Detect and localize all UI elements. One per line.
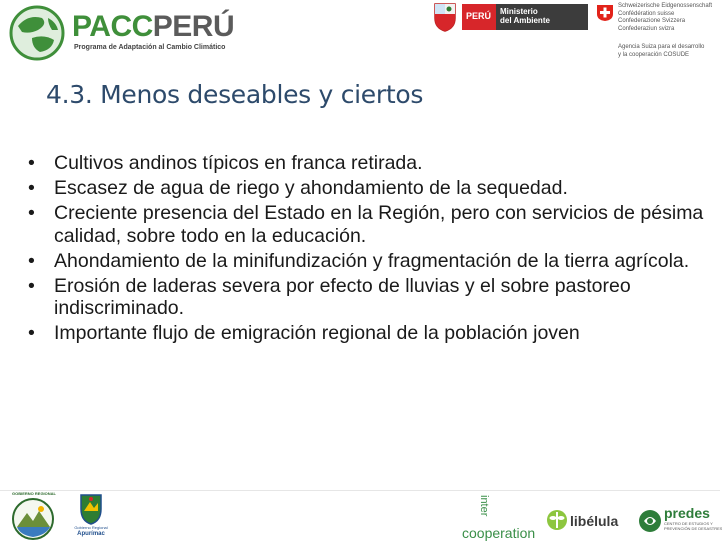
pacc-globe-icon (8, 4, 66, 62)
predes-word: predes (664, 505, 710, 521)
libelula-dragonfly-icon (546, 509, 568, 531)
bullet-text: Ahondamiento de la minifundización y fragmentación de la tierra agrícola. (54, 249, 690, 272)
predes-logo (638, 505, 722, 539)
bullet-marker: • (28, 152, 35, 174)
intercooperation-logo (462, 495, 544, 539)
bullet-text: Importante flujo de emigración regional de la población joven (54, 322, 580, 344)
minam-line2: del Ambiente (500, 16, 550, 25)
intercooperation-word: cooperation (462, 525, 536, 541)
swiss-cooperation-logo (596, 2, 716, 70)
pacc-tagline: Programa de Adaptación al Cambio Climático (74, 44, 226, 51)
minam-name (500, 7, 550, 25)
bullet-marker: • (28, 322, 35, 344)
libelula-word: libélula (570, 513, 619, 529)
mountain-seal-icon (8, 495, 58, 541)
bullet-text: Erosión de laderas severa por efecto de lluvias y el sobre pastoreo indiscriminado. (54, 274, 631, 319)
bullet-marker: • (28, 274, 35, 297)
swiss-lang-rm: Confederaziun svizra (618, 25, 675, 32)
swiss-flag-icon (596, 4, 614, 22)
bullet-text: Creciente presencia del Estado en la Región, pero con servicios de pésima calidad, sobre todo en la educación. (54, 202, 704, 247)
pacc-word: PACC (72, 10, 153, 43)
bullet-marker: • (28, 249, 35, 272)
peru-coat-of-arms-icon (432, 2, 458, 32)
bullet-item (28, 322, 712, 345)
minam-country: PERÚ (466, 11, 492, 21)
partner-logos-footer (0, 491, 720, 540)
minam-red-block (462, 4, 496, 30)
bullet-marker: • (28, 177, 35, 199)
swiss-lang-fr: Confédération suisse (618, 10, 675, 17)
bullet-list (28, 152, 712, 347)
predes-sub-line1: CENTRO DE ESTUDIOS Y (664, 521, 713, 526)
pacc-wordmark (72, 12, 234, 42)
apurimac-sub: Gobierno Regional (74, 525, 108, 530)
minam-logo (432, 2, 592, 34)
seal-caption: GOBIERNO REGIONAL (12, 491, 57, 496)
cosude-line1: Agencia Suiza para el desarrollo (618, 44, 705, 50)
slide-header (0, 0, 720, 70)
libelula-logo (546, 509, 624, 535)
inter-vertical-text (472, 495, 490, 525)
inter-vertical-word: inter (478, 495, 490, 517)
predes-sub-line2: PREVENCIÓN DE DESASTRES (664, 526, 722, 531)
slide-title: 4.3. Menos deseables y ciertos (46, 80, 424, 109)
minam-banner (462, 4, 588, 30)
swiss-lang-de: Schweizerische Eidgenossenschaft (618, 3, 713, 9)
apurimac-shield-icon (66, 493, 116, 525)
bullet-marker: • (28, 202, 35, 224)
apurimac-name: Apurímac (77, 531, 105, 537)
bullet-item (28, 250, 712, 273)
minam-grey-block (496, 4, 588, 30)
apurimac-logo (66, 493, 116, 540)
minam-line1: Ministerio (500, 7, 538, 16)
bullet-item (28, 202, 712, 247)
peru-word: PERÚ (152, 10, 235, 43)
cosude-agency (618, 44, 704, 59)
swiss-languages (618, 3, 712, 33)
swiss-lang-it: Confederazione Svizzera (618, 18, 686, 24)
predes-subtitle (664, 521, 722, 531)
pacc-peru-logo (8, 4, 308, 60)
regional-seal-logo (8, 495, 58, 541)
bullet-item (28, 275, 712, 320)
bullet-text: Escasez de agua de riego y ahondamiento de la sequedad. (54, 177, 568, 199)
bullet-item (28, 152, 712, 175)
bullet-text: Cultivos andinos típicos en franca retirada. (54, 152, 423, 174)
bullet-item (28, 177, 712, 200)
cosude-line2: y la cooperación COSUDE (618, 51, 690, 58)
predes-emblem-icon (638, 509, 662, 533)
